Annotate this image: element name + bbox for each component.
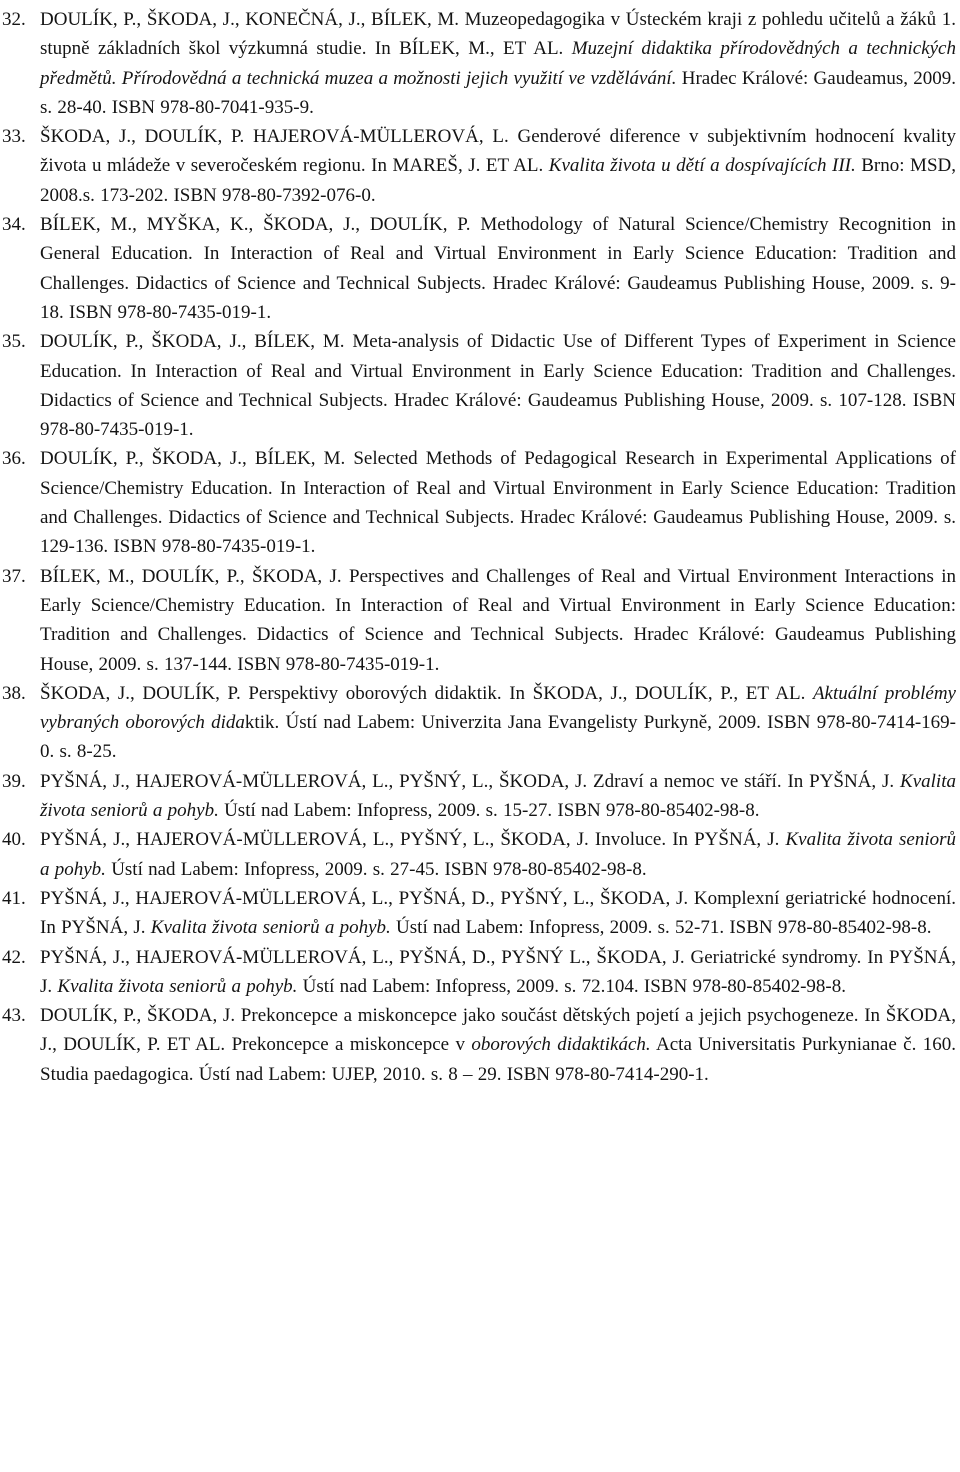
reference-number: 43. [2,1005,26,1027]
reference-item [2,562,956,679]
reference-number: 33. [2,126,26,148]
reference-text: DOULÍK, P., ŠKODA, J., BÍLEK, M. Selected Methods of Pedagogical Research in Experimental Applications of Science/Chemistry Education. In Interaction of Real and Virtual Environment in Early Science Education: Tradition and Challenges. Didactics of Science and Technical Subjects. Hradec Králové: Gaudeamus Publishing House, 2009. s. 129-136. ISBN 978-80-7435-019-1. [40,448,956,558]
reference-text: PYŠNÁ, J., HAJEROVÁ-MÜLLEROVÁ, L., PYŠNÁ, D., PYŠNÝ L., ŠKODA, J. Geriatrické syndromy. In PYŠNÁ, J. [40,946,956,997]
reference-number: 34. [2,214,26,236]
reference-text: DOULÍK, P., ŠKODA, J., KONEČNÁ, J., BÍLEK, M. Muzeopedagogika v Ústeckém kraji z pohledu učitelů a žáků 1. stupně základních škol výzkumná studie. In BÍLEK, M., ET AL. [40,9,956,60]
reference-number: 42. [2,946,26,968]
reference-title-italic: oborových didaktikách. [471,1034,651,1056]
reference-item [2,884,956,943]
reference-number: 38. [2,682,26,704]
reference-title-italic: Kvalita života u dětí a dospívajících III. [548,155,856,177]
reference-item [2,327,956,444]
reference-text: DOULÍK, P., ŠKODA, J., BÍLEK, M. Meta-analysis of Didactic Use of Different Types of Experiment in Science Education. In Interaction of Real and Virtual Environment in Early Science Education: Tradition and Challenges. Didactics of Science and Technical Subjects. Hradec Králové: Gaudeamus Publishing House, 2009. s. 107-128. ISBN 978-80-7435-019-1. [40,331,956,441]
reference-item [2,1001,956,1089]
reference-title-italic: Kvalita života seniorů a pohyb. [40,829,956,880]
reference-number: 35. [2,331,26,353]
reference-text: ktik. Ústí nad Labem: Univerzita Jana Evangelisty Purkyně, 2009. ISBN 978-80-7414-169-0. s. 8-25. [40,712,957,763]
reference-item [2,210,956,327]
reference-item [2,444,956,561]
reference-text: BÍLEK, M., MYŠKA, K., ŠKODA, J., DOULÍK, P. Methodology of Natural Science/Chemistry Recognition in General Education. In Interaction of Real and Virtual Environment in Early Science Education: Tradition and Challenges. Didactics of Science and Technical Subjects. Hradec Králové: Gaudeamus Publishing House, 2009. s. 9-18. ISBN 978-80-7435-019-1. [40,214,956,323]
reference-number: 37. [2,565,26,587]
reference-item [2,679,956,767]
reference-item [2,767,956,826]
reference-number: 36. [2,448,26,470]
reference-text: PYŠNÁ, J., HAJEROVÁ-MÜLLEROVÁ, L., PYŠNÁ, D., PYŠNÝ, L., ŠKODA, J. Komplexní geriatrické hodnocení. In PYŠNÁ, J. [40,887,956,939]
reference-text: ŠKODA, J., DOULÍK, P. Perspektivy oborových didaktik. In ŠKODA, J., DOULÍK, P., ET AL. [40,682,813,704]
reference-text: Ústí nad Labem: Infopress, 2009. s. 52-71. ISBN 978-80-85402-98-8. [390,917,932,939]
reference-text: Ústí nad Labem: Infopress, 2009. s. 72.104. ISBN 978-80-85402-98-8. [297,975,847,997]
reference-title-italic: Kvalita života seniorů a pohyb. [150,917,391,939]
reference-text: PYŠNÁ, J., HAJEROVÁ-MÜLLEROVÁ, L., PYŠNÝ, L., ŠKODA, J. Zdraví a nemoc ve stáří. In PYŠNÁ, J. [40,770,901,792]
reference-number: 39. [2,770,26,792]
reference-text: PYŠNÁ, J., HAJEROVÁ-MÜLLEROVÁ, L., PYŠNÝ, L., ŠKODA, J. Involuce. In PYŠNÁ, J. [40,829,786,851]
reference-text: Acta Universitatis Purkynianae č. 160. Studia paedagogica. Ústí nad Labem: UJEP, 2010. s. 8 – 29. ISBN 978-80-7414-290-1. [40,1034,957,1085]
reference-number: 32. [2,9,26,30]
reference-item [2,5,956,122]
reference-title-italic: Aktuální problémy vybraných oborových dida [40,682,956,734]
reference-item [2,943,956,1002]
reference-number: 40. [2,829,26,851]
reference-list [2,5,956,1089]
reference-title-italic: Muzejní didaktika přírodovědných a technických předmětů. Přírodovědná a technická muzea a možnosti jejich využití ve vzdělávání. [40,38,956,89]
reference-text: Brno: MSD, 2008.s. 173-202. ISBN 978-80-7392-076-0. [40,155,956,206]
reference-text: BÍLEK, M., DOULÍK, P., ŠKODA, J. Perspectives and Challenges of Real and Virtual Environment Interactions in Early Science/Chemistry Education. In Interaction of Real and Virtual Environment in Early Science Education: Tradition and Challenges. Didactics of Science and Technical Subjects. Hradec Králové: Gaudeamus Publishing House, 2009. s. 137-144. ISBN 978-80-7435-019-1. [40,565,956,675]
reference-title-italic: Kvalita života seniorů a pohyb. [40,770,956,822]
reference-title-italic: Kvalita života seniorů a pohyb. [57,975,298,997]
reference-item [2,122,956,210]
reference-item [2,825,956,884]
reference-text: ŠKODA, J., DOULÍK, P. HAJEROVÁ-MÜLLEROVÁ, L. Genderové diference v subjektivním hodnocení kvality života u mládeže v severočeském regionu. In MAREŠ, J. ET AL. [40,126,956,177]
reference-text: Ústí nad Labem: Infopress, 2009. s. 15-27. ISBN 978-80-85402-98-8. [218,800,760,822]
reference-text: Hradec Králové: Gaudeamus, 2009. s. 28-40. ISBN 978-80-7041-935-9. [40,67,956,118]
reference-number: 41. [2,887,26,909]
reference-text: DOULÍK, P., ŠKODA, J. Prekoncepce a miskoncepce jako součást dětských pojetí a jejich psychogeneze. In ŠKODA, J., DOULÍK, P. ET AL. Prekoncepce a miskoncepce v [40,1005,956,1056]
reference-text: Ústí nad Labem: Infopress, 2009. s. 27-45. ISBN 978-80-85402-98-8. [105,858,647,880]
